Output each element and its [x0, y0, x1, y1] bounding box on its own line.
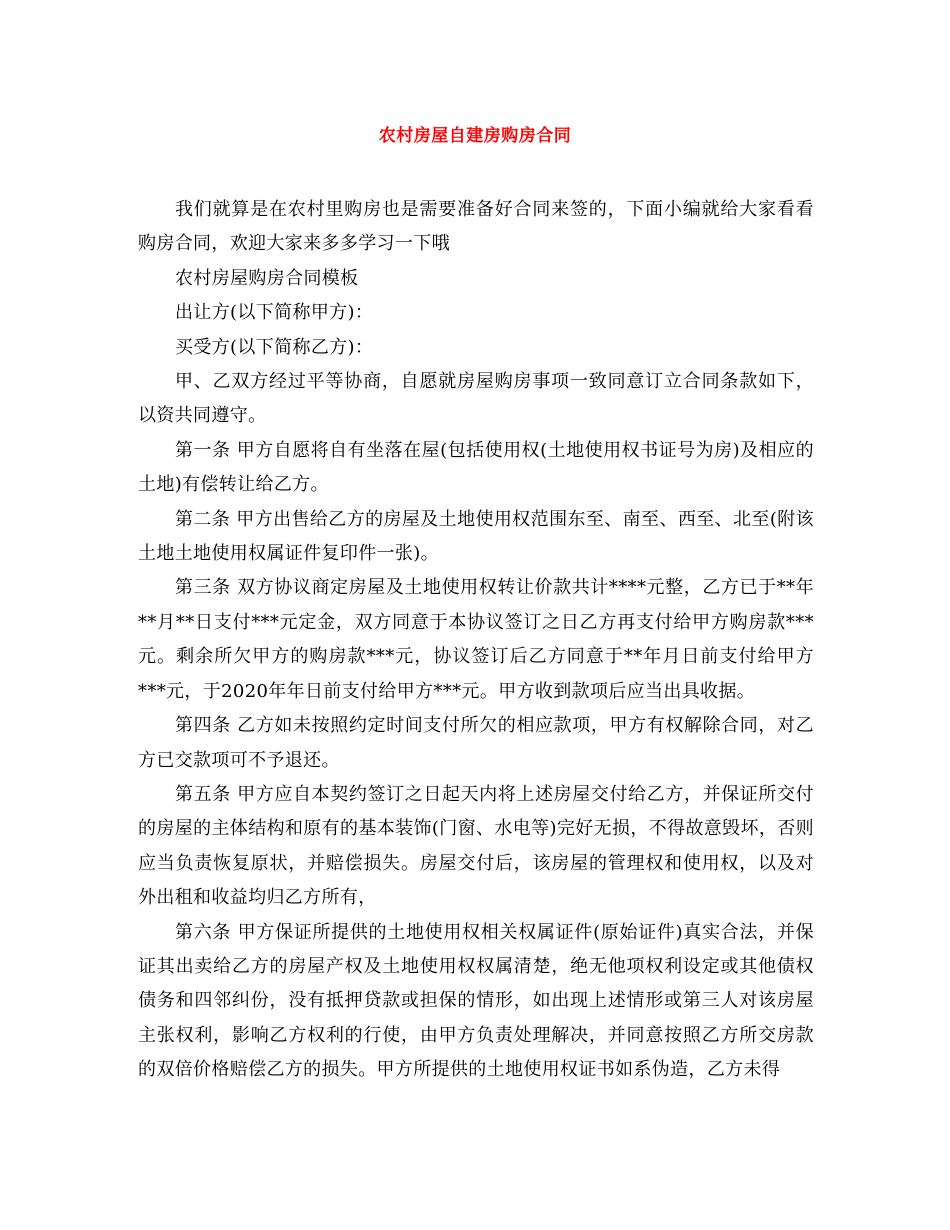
paragraph-article-5: 第五条 甲方应自本契约签订之日起天内将上述房屋交付给乙方，并保证所交付的房屋的主体结构和原有的基本装饰(门窗、水电等)完好无损，不得故意毁坏，否则应当负责恢复原状，并赔偿损失。房屋交付后，该房屋的管理权和使用权，以及对外出租和收益均归乙方所有，	[138, 783, 814, 909]
paragraph-article-3: 第三条 双方协议商定房屋及土地使用权转让价款共计****元整，乙方已于**年**月**日支付***元定金，双方同意于本协议签订之日乙方再支付给甲方购房款***元。剩余所欠甲方的购房款***元，协议签订后乙方同意于**年月日前支付给甲方***元，于2020年年日前支付给甲方***元。甲方收到款项后应当出具收据。	[138, 577, 814, 702]
paragraph-article-2: 第二条 甲方出售给乙方的房屋及土地使用权范围东至、南至、西至、北至(附该土地土地使用权属证件复印件一张)。	[138, 508, 814, 565]
paragraph-party-a: 出让方(以下简称甲方)：	[175, 302, 374, 324]
paragraph-article-1: 第一条 甲方自愿将自有坐落在屋(包括使用权(土地使用权书证号为房)及相应的土地)有偿转让给乙方。	[138, 439, 814, 496]
document-body	[138, 193, 814, 1088]
document-title: 农村房屋自建房购房合同	[378, 126, 572, 146]
paragraph-intro: 我们就算是在农村里购房也是需要准备好合同来签的，下面小编就给大家看看购房合同，欢迎大家来多多学习一下哦	[138, 199, 814, 255]
paragraph-party-b: 买受方(以下简称乙方)：	[175, 336, 374, 358]
paragraph-article-4: 第四条 乙方如未按照约定时间支付所欠的相应款项，甲方有权解除合同，对乙方已交款项可不予退还。	[138, 715, 814, 771]
paragraph-article-6: 第六条 甲方保证所提供的土地使用权相关权属证件(原始证件)真实合法，并保证其出卖给乙方的房屋产权及土地使用权权属清楚，绝无他项权利设定或其他债权债务和四邻纠份，没有抵押贷款或担保的情形，如出现上述情形或第三人对该房屋主张权利，影响乙方权利的行使，由甲方负责处理解决，并同意按照乙方所交房款的双倍价格赔偿乙方的损失。甲方所提供的土地使用权证书如系伪造，乙方未得	[138, 921, 814, 1081]
paragraph-agreement-preamble: 甲、乙双方经过平等协商，自愿就房屋购房事项一致同意订立合同条款如下，以资共同遵守。	[138, 371, 814, 427]
paragraph-template-heading: 农村房屋购房合同模板	[175, 267, 359, 289]
